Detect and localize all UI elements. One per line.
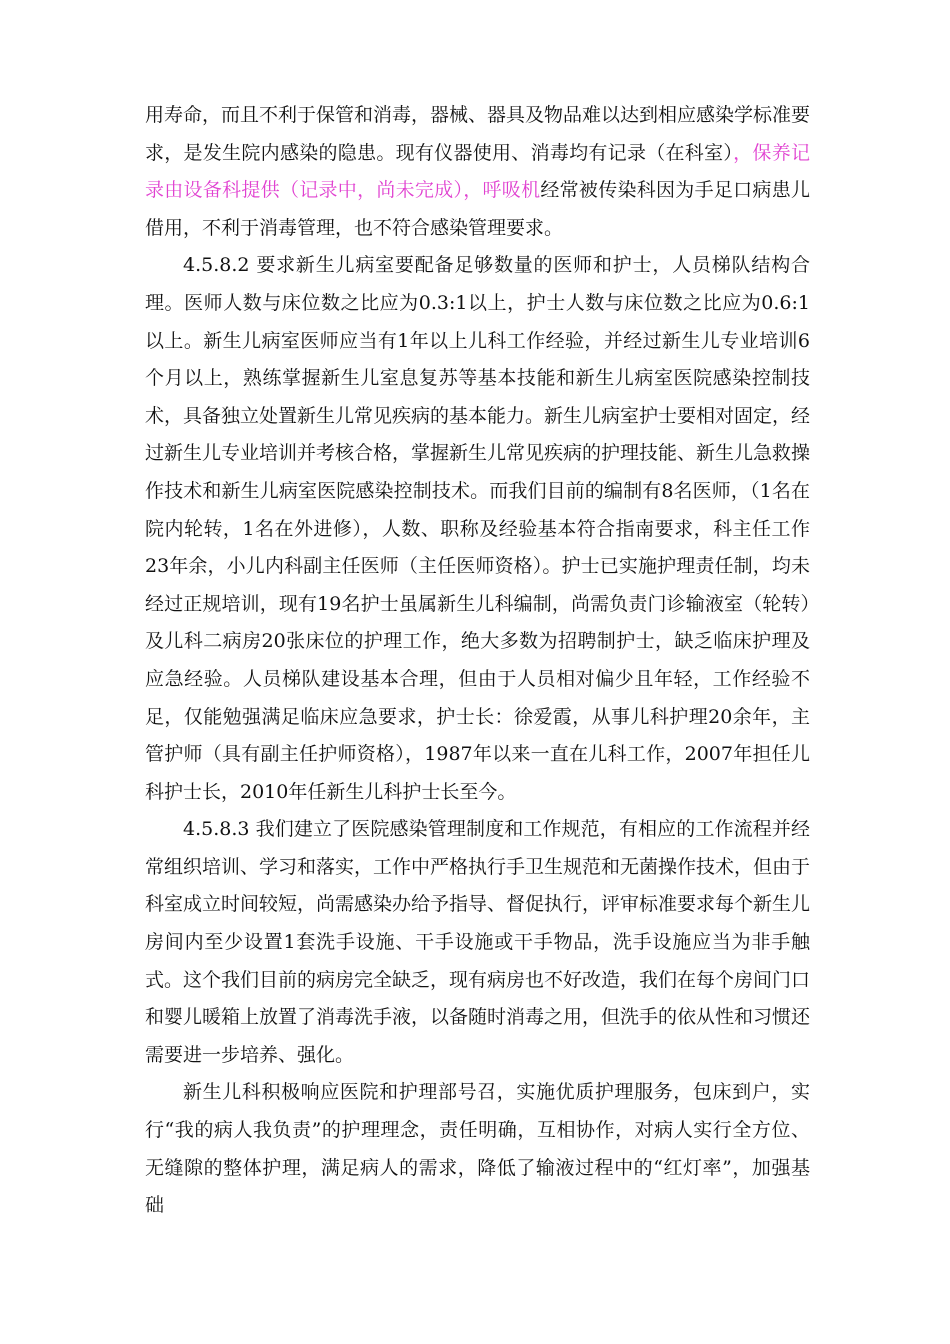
paragraph-4-5-8-3-infection-control: [145, 811, 810, 1074]
paragraph-4-text: 新生儿科积极响应医院和护理部号召，实施优质护理服务，包床到户，实行“我的病人我负责”的护理理念，责任明确，互相协作，对病人实行全方位、无缝隙的整体护理，满足病人的需求，降低了输液过程中的“红灯率”，加强基础: [145, 1081, 810, 1217]
paragraph-1-text-b: 经常被传染科因为手足口病患儿借用，不利于消毒管理，也不符合感染管理要求。: [145, 179, 810, 239]
paragraph-1-text-a: 用寿命，而且不利于保管和消毒，器械、器具及物品难以达到相应感染学标准要求，是发生院内感染的隐患。现有仪器使用、消毒均有记录（在科室）: [145, 104, 811, 164]
paragraph-4-5-8-2-staffing: [145, 247, 810, 811]
highlighted-text: ，保养记录由设备科提供（记录中，尚未完成），呼吸机: [145, 141, 810, 202]
document-body: [145, 97, 810, 1225]
paragraph-quality-nursing: [145, 1074, 810, 1224]
paragraph-equipment-continuation: [145, 97, 810, 247]
paragraph-3-text: 4.5.8.3 我们建立了医院感染管理制度和工作规范，有相应的工作流程并经常组织培训、学习和落实，工作中严格执行手卫生规范和无菌操作技术，但由于科室成立时间较短，尚需感染办给予指导、督促执行，评审标准要求每个新生儿房间内至少设置1套洗手设施、干手设施或干手物品，洗手设施应当为非手触式。这个我们目前的病房完全缺乏，现有病房也不好改造，我们在每个房间门口和婴儿暖箱上放置了消毒洗手液，以备随时消毒之用，但洗手的依从性和习惯还需要进一步培养、强化。: [145, 818, 811, 1066]
paragraph-2-text: 4.5.8.2 要求新生儿病室要配备足够数量的医师和护士，人员梯队结构合理。医师人数与床位数之比应为0.3:1以上，护士人数与床位数之比应为0.6:1以上。新生儿病室医师应当有1年以上儿科工作经验，并经过新生儿专业培训6个月以上，熟练掌握新生儿室息复苏等基本技能和新生儿病室医院感染控制技术，具备独立处置新生儿常见疾病的基本能力。新生儿病室护士要相对固定，经过新生儿专业培训并考核合格，掌握新生儿常见疾病的护理技能、新生儿急救操作技术和新生儿病室医院感染控制技术。而我们目前的编制有8名医师，（1名在院内轮转，1名在外进修），人数、职称及经验基本符合指南要求，科主任工作23年余，小儿内科副主任医师（主任医师资格）。护士已实施护理责任制，均未经过正规培训，现有19名护士虽属新生儿科编制，尚需负责门诊输液室（轮转）及儿科二病房20张床位的护理工作，绝大多数为招聘制护士，缺乏临床护理及应急经验。人员梯队建设基本合理，但由于人员相对偏少且年轻，工作经验不足，仅能勉强满足临床应急要求，护士长：徐爱霞，从事儿科护理20余年，主管护师（具有副主任护师资格），1987年以来一直在儿科工作，2007年担任儿科护士长，2010年任新生儿科护士长至今。: [145, 254, 811, 803]
